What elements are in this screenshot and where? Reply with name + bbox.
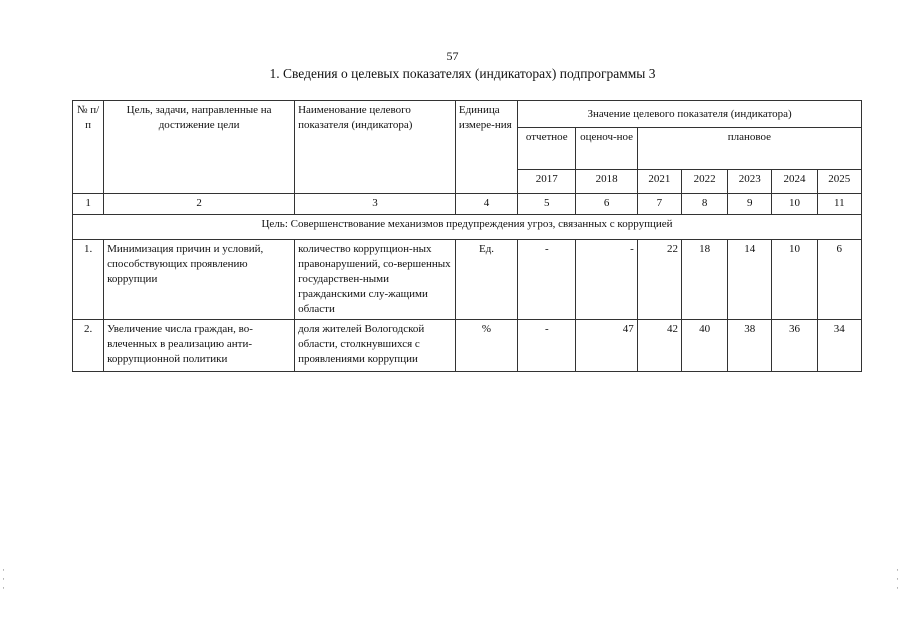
row-task: Минимизация причин и условий, способствующих проявлению коррупции [104,240,295,320]
row-value: 47 [576,320,637,372]
row-indicator: доля жителей Вологодской области, столкнувшихся с проявлениями коррупции [295,320,456,372]
column-number: 10 [772,194,817,215]
scan-mark-left: · · · [2,565,5,593]
row-value: - [576,240,637,320]
goal-statement: Цель: Совершенствование механизмов предупреждения угроз, связанных с коррупцией [73,215,862,240]
header-reported: отчетное [518,128,576,170]
row-value: 6 [817,240,861,320]
column-number: 7 [637,194,681,215]
column-number: 3 [295,194,456,215]
row-indicator: количество коррупцион-ных правонарушений, со-вершенных государствен-ными гражданскими слу-жащими области [295,240,456,320]
table-row [73,240,862,320]
column-number: 4 [455,194,517,215]
column-number: 1 [73,194,104,215]
year-cell: 2023 [728,170,772,194]
column-number: 8 [681,194,727,215]
scan-mark-right: · · · [896,565,899,593]
row-num: 1. [73,240,104,320]
header-indicator: Наименование целевого показателя (индикатора) [295,101,456,194]
header-num: № п/п [73,101,104,194]
goal-row [73,215,862,240]
table-row [73,320,862,372]
year-cell: 2021 [637,170,681,194]
column-number: 11 [817,194,861,215]
year-cell: 2018 [576,170,637,194]
header-row-1 [73,101,862,128]
row-num: 2. [73,320,104,372]
row-value: 38 [728,320,772,372]
column-number: 9 [728,194,772,215]
row-value: 36 [772,320,817,372]
row-value: 10 [772,240,817,320]
row-task: Увеличение числа граждан, во-влеченных в реализацию анти-коррупционной политики [104,320,295,372]
column-numbers-row [73,194,862,215]
row-unit: Ед. [455,240,517,320]
row-value: 40 [681,320,727,372]
page-number: 57 [446,49,459,63]
row-unit: % [455,320,517,372]
header-estimated: оценоч-ное [576,128,637,170]
row-value: 42 [637,320,681,372]
header-goal: Цель, задачи, направленные на достижение цели [104,101,295,194]
row-value: 34 [817,320,861,372]
row-value: 14 [728,240,772,320]
header-unit: Единица измере-ния [455,101,517,194]
header-value-group: Значение целевого показателя (индикатора) [518,101,862,128]
row-value: 22 [637,240,681,320]
row-value: - [518,240,576,320]
row-value: 18 [681,240,727,320]
year-cell: 2025 [817,170,861,194]
row-value: - [518,320,576,372]
column-number: 6 [576,194,637,215]
indicators-table [72,100,862,372]
column-number: 2 [104,194,295,215]
year-cell: 2017 [518,170,576,194]
year-cell: 2022 [681,170,727,194]
header-planned: плановое [637,128,861,170]
column-number: 5 [518,194,576,215]
document-title: 1. Сведения о целевых показателях (индикаторах) подпрограммы 3 [269,66,656,81]
year-cell: 2024 [772,170,817,194]
